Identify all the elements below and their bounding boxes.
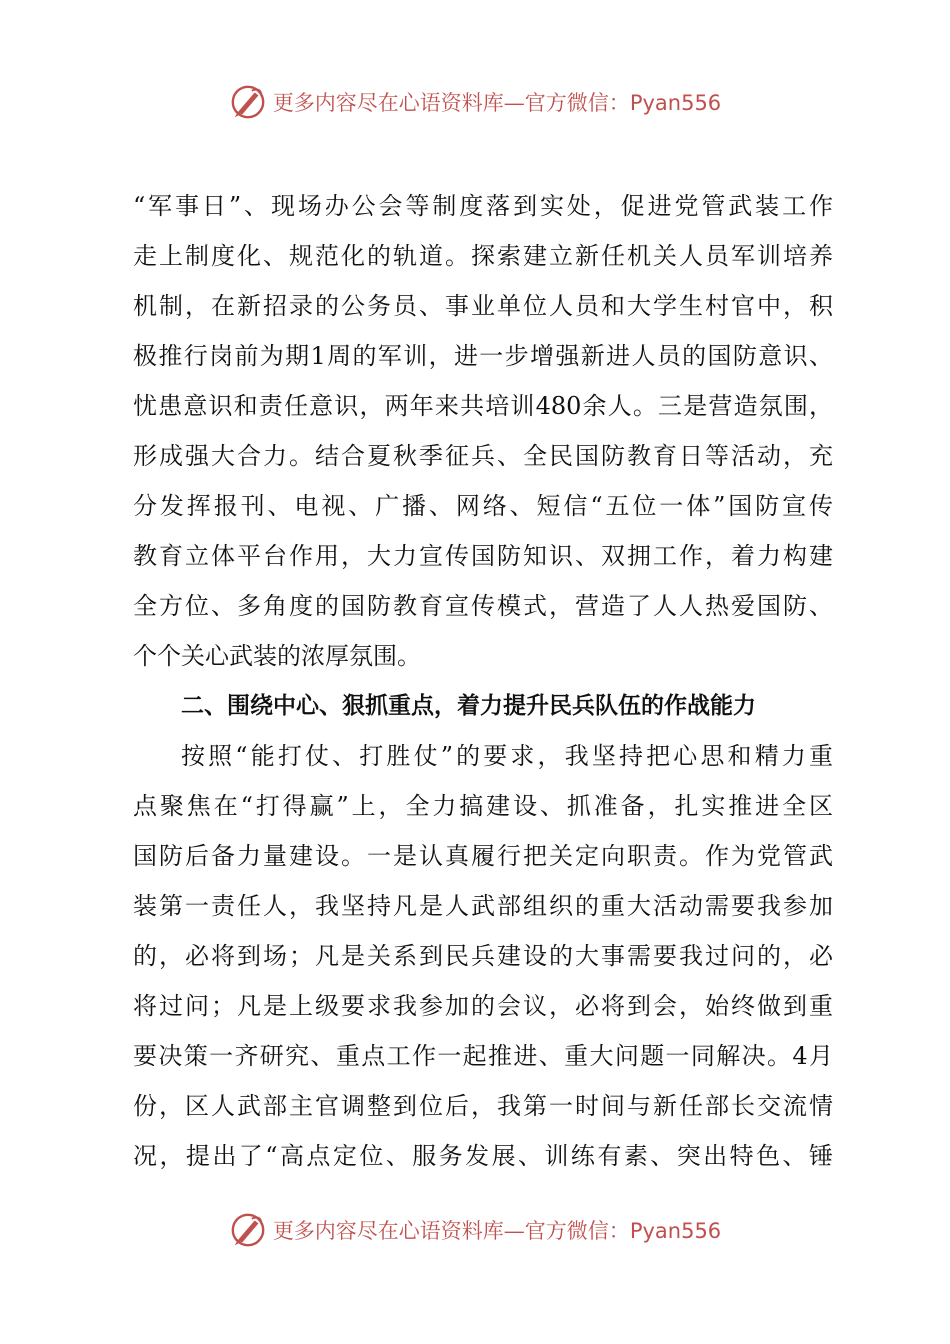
wechat-id: Pyan556 xyxy=(629,91,722,115)
text-line: 装第一责任人，我坚持凡是人武部组织的重大活动需要我参加 xyxy=(133,892,833,920)
banner-text: 更多内容尽在心语资料库—官方微信：Pyan556 xyxy=(272,1219,722,1243)
document-body xyxy=(133,181,833,1181)
pen-logo-icon xyxy=(229,83,267,121)
text-line: “军事日”、现场办公会等制度落到实处，促进党管武装工作 xyxy=(133,192,833,220)
banner-text: 更多内容尽在心语资料库—官方微信：Pyan556 xyxy=(272,91,722,115)
text-line: 份，区人武部主官调整到位后，我第一时间与新任部长交流情 xyxy=(133,1092,833,1120)
text-line: 要决策一齐研究、重点工作一起推进、重大问题一同解决。4月 xyxy=(133,1042,833,1070)
text-line: 形成强大合力。结合夏秋季征兵、全民国防教育日等活动，充 xyxy=(133,442,833,470)
text-line: 全方位、多角度的国防教育宣传模式，营造了人人热爱国防、 xyxy=(133,592,833,620)
text-line: 的，必将到场；凡是关系到民兵建设的大事需要我过问的，必 xyxy=(133,942,833,970)
text-line: 按照“能打仗、打胜仗”的要求，我坚持把心思和精力重 xyxy=(181,742,833,770)
text-line: 将过问；凡是上级要求我参加的会议，必将到会，始终做到重 xyxy=(133,992,833,1020)
pen-logo-icon xyxy=(229,1211,267,1249)
text-line: 忧患意识和责任意识，两年来共培训480余人。三是营造氛围， xyxy=(133,392,833,420)
text-line: 点聚焦在“打得赢”上，全力搞建设、抓准备，扎实推进全区 xyxy=(133,792,833,820)
text-line: 教育立体平台作用，大力宣传国防知识、双拥工作，着力构建 xyxy=(133,542,833,570)
text-line: 个个关心武装的浓厚氛围。 xyxy=(133,642,421,670)
text-line: 分发挥报刊、电视、广播、网络、短信“五位一体”国防宣传 xyxy=(133,492,833,520)
text-line: 走上制度化、规范化的轨道。探索建立新任机关人员军训培养 xyxy=(133,242,833,270)
text-line: 极推行岗前为期1周的军训，进一步增强新进人员的国防意识、 xyxy=(133,342,833,370)
text-line: 机制，在新招录的公务员、事业单位人员和大学生村官中，积 xyxy=(133,292,833,320)
footer-banner xyxy=(0,1208,950,1252)
section-heading: 二、围绕中心、狠抓重点，着力提升民兵队伍的作战能力 xyxy=(181,693,756,719)
text-line: 况，提出了“高点定位、服务发展、训练有素、突出特色、锤 xyxy=(133,1142,833,1170)
text-line: 国防后备力量建设。一是认真履行把关定向职责。作为党管武 xyxy=(133,842,833,870)
header-banner xyxy=(0,80,950,124)
wechat-id: Pyan556 xyxy=(629,1219,722,1243)
